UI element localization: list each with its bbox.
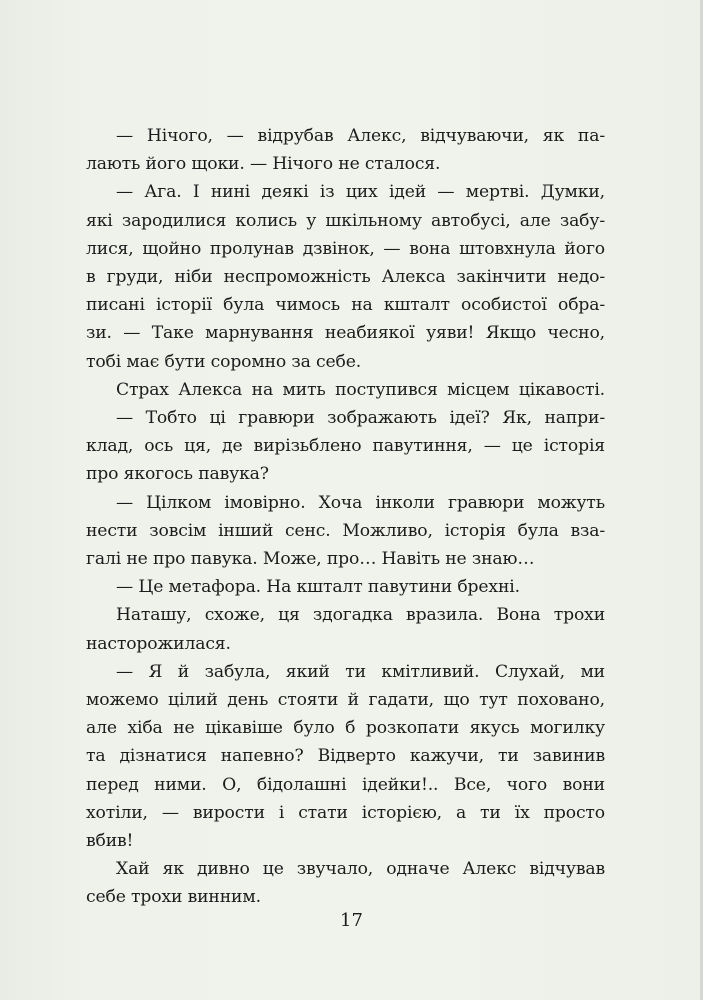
text-line: Наташу, схоже, ця здогадка вразила. Вона трохи [116,605,605,626]
text-line: лися, щойно пролунав дзвінок, — вона штовхнула його [86,238,605,259]
text-line: — Тобто ці гравюри зображають ідеї? Як, напри- [116,408,605,429]
text-line: Страх Алекса на мить поступився місцем цікавості. [116,379,605,400]
text-line: — Я й забула, який ти кмітливий. Слухай, ми [116,661,605,682]
text-line: клад, ось ця, де вирізьблено павутиння, — це історія [86,436,605,457]
text-line: вбив! [86,831,134,852]
text-line: нести зовсім інший сенс. Можливо, історія була вза- [86,520,605,541]
text-line: але хіба не цікавіше було б розкопати якусь могилку [86,718,605,739]
text-line: — Цілком імовірно. Хоча інколи гравюри можуть [116,492,605,513]
text-line: про якогось павука? [86,464,269,485]
text-line: хотіли, — вирости і стати історією, а ти їх просто [86,802,605,823]
body-text [86,122,605,912]
text-line: галі не про павука. Може, про… Навіть не знаю… [86,549,535,570]
text-line: в груди, ніби неспроможність Алекса закінчити недо- [86,267,605,288]
page-number: 17 [340,910,363,931]
text-line: насторожилася. [86,633,231,654]
text-line: писані історії була чимось на кшталт особистої обра- [86,295,605,316]
text-line: — Нічого, — відрубав Алекс, відчуваючи, як па- [116,126,605,146]
text-line: які зародилися колись у шкільному автобусі, але забу- [86,210,605,231]
text-line: — Це метафора. На кшталт павутини брехні. [116,577,520,598]
text-line: — Ага. І нині деякі із цих ідей — мертві. Думки, [116,182,605,203]
text-line: та дізнатися напевно? Відверто кажучи, ти завинив [86,746,605,767]
text-line: лають його щоки. — Нічого не сталося. [86,154,441,175]
text-line: можемо цілий день стояти й гадати, що тут поховано, [86,690,605,711]
text-line: Хай як дивно це звучало, одначе Алекс відчував [116,859,605,880]
text-line: себе трохи винним. [86,887,261,908]
text-line: тобі має бути соромно за себе. [86,351,362,372]
text-line: перед ними. О, бідолашні ідейки!.. Все, чого вони [86,774,605,795]
text-line: зи. — Таке марнування неабиякої уяви! Якщо чесно, [86,323,605,344]
